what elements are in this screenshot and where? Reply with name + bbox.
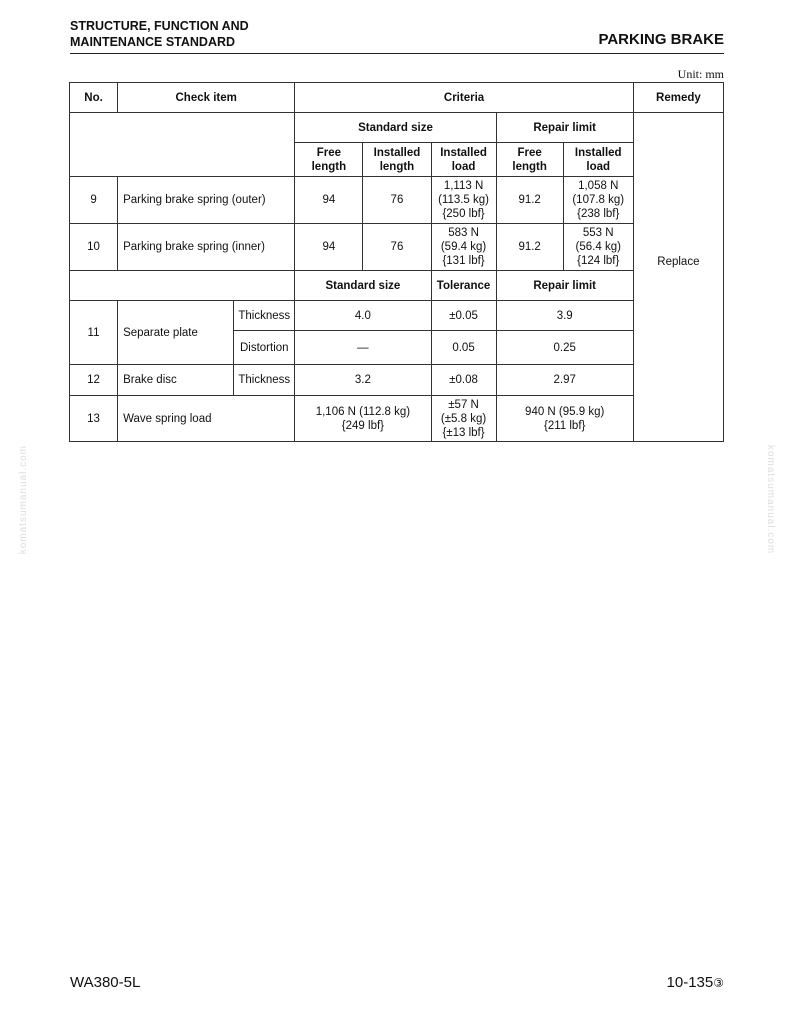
watermark-right: komatsumanual.com	[765, 445, 776, 555]
row-no: 10	[70, 224, 118, 271]
table-row	[70, 365, 724, 396]
maintenance-standard-table	[69, 82, 724, 442]
limit-installed-load-value: 1,058 N (107.8 kg) {238 lbf}	[563, 177, 633, 224]
footer-model: WA380-5L	[70, 974, 141, 991]
table-row	[70, 177, 724, 224]
limit-installed-load-value: 553 N (56.4 kg) {124 lbf}	[563, 224, 633, 271]
limit-free-length-value: 91.2	[496, 177, 563, 224]
thickness-standard: 4.0	[295, 301, 431, 331]
distortion-standard: —	[295, 331, 431, 365]
plate-repair-limit-header: Repair limit	[496, 271, 633, 301]
page-number: 10-135	[666, 974, 714, 991]
installed-load-value: 583 N (59.4 kg) {131 lbf}	[431, 224, 496, 271]
installed-length-value: 76	[363, 177, 431, 224]
thickness-repair-limit: 3.9	[496, 301, 633, 331]
installed-length-header: Installed length	[363, 143, 431, 177]
plate-blank-cell	[70, 271, 295, 301]
installed-length-value: 76	[363, 224, 431, 271]
spring-repair-limit-header: Repair limit	[496, 113, 633, 143]
plate-standard-size-header: Standard size	[295, 271, 431, 301]
row-check-item: Brake disc	[118, 365, 234, 396]
wave-standard: 1,106 N (112.8 kg) {249 lbf}	[295, 396, 431, 442]
col-no-header: No.	[70, 83, 118, 113]
col-remedy-header: Remedy	[633, 83, 723, 113]
disc-tolerance: ±0.08	[431, 365, 496, 396]
row-no: 13	[70, 396, 118, 442]
plate-subheader-row	[70, 271, 724, 301]
unit-label: Unit: mm	[677, 67, 724, 81]
distortion-tolerance: 0.05	[431, 331, 496, 365]
free-length-value: 94	[295, 224, 363, 271]
table-row	[70, 301, 724, 331]
table-row	[70, 396, 724, 442]
row-check-item: Separate plate	[118, 301, 234, 365]
spring-blank-cell	[70, 113, 295, 177]
footer-page-number	[667, 974, 724, 991]
header-rule	[70, 53, 724, 54]
thickness-label: Thickness	[234, 301, 295, 331]
table-header-row	[70, 83, 724, 113]
distortion-repair-limit: 0.25	[496, 331, 633, 365]
page-title: PARKING BRAKE	[598, 31, 724, 48]
col-check-item-header: Check item	[118, 83, 295, 113]
spring-subheader-row	[70, 113, 724, 143]
limit-installed-load-header: Installed load	[563, 143, 633, 177]
wave-tolerance: ±57 N (±5.8 kg) {±13 lbf}	[431, 396, 496, 442]
spring-standard-size-header: Standard size	[295, 113, 496, 143]
disc-repair-limit: 2.97	[496, 365, 633, 396]
row-check-item: Wave spring load	[118, 396, 295, 442]
row-no: 12	[70, 365, 118, 396]
limit-free-length-value: 91.2	[496, 224, 563, 271]
row-check-item: Parking brake spring (outer)	[118, 177, 295, 224]
revision-mark: ③	[713, 976, 724, 990]
thickness-tolerance: ±0.05	[431, 301, 496, 331]
installed-load-value: 1,113 N (113.5 kg) {250 lbf}	[431, 177, 496, 224]
section-title-line2: MAINTENANCE STANDARD	[70, 35, 236, 49]
table-row	[70, 224, 724, 271]
row-check-item: Parking brake spring (inner)	[118, 224, 295, 271]
disc-standard: 3.2	[295, 365, 431, 396]
free-length-value: 94	[295, 177, 363, 224]
watermark-left: komatsumanual.com	[18, 445, 29, 555]
plate-tolerance-header: Tolerance	[431, 271, 496, 301]
limit-free-length-header: Free length	[496, 143, 563, 177]
remedy-cell: Replace	[633, 113, 723, 442]
section-title	[70, 18, 249, 50]
disc-thickness-label: Thickness	[234, 365, 295, 396]
section-title-line1: STRUCTURE, FUNCTION AND	[70, 19, 249, 33]
col-criteria-header: Criteria	[295, 83, 633, 113]
distortion-label: Distortion	[234, 331, 295, 365]
wave-repair-limit: 940 N (95.9 kg) {211 lbf}	[496, 396, 633, 442]
row-no: 11	[70, 301, 118, 365]
free-length-header: Free length	[295, 143, 363, 177]
row-no: 9	[70, 177, 118, 224]
installed-load-header: Installed load	[431, 143, 496, 177]
